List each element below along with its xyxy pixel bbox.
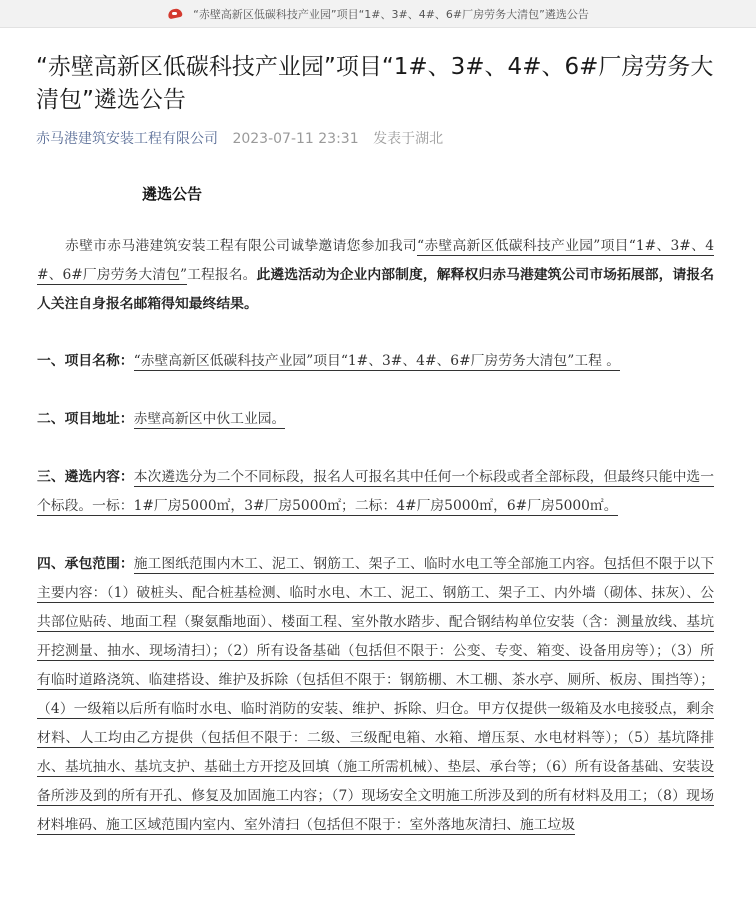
section-selection-content [37, 463, 714, 521]
intro-paragraph [37, 232, 714, 319]
section-contract-scope [37, 550, 714, 840]
publish-location: 发表于湖北 [373, 131, 444, 147]
section-text: 赤壁高新区中伙工业园。 [133, 411, 286, 427]
section-heading: 遴选公告 [142, 185, 203, 203]
tab-title[interactable]: “赤壁高新区低碳科技产业园”项目“1#、3#、4#、6#厂房劳务大清包”遴选公告 [193, 7, 589, 21]
intro-text-2: 工程报名。 [187, 267, 257, 283]
section-label: 一、项目名称： [37, 353, 134, 369]
browser-tab-bar [0, 0, 756, 28]
article-body [37, 180, 714, 840]
author-link[interactable]: 赤马港建筑安装工程有限公司 [36, 131, 218, 147]
project-name-underlined: “赤壁高新区低碳科技产业园”项目“1#、3#、4#、6#厂房劳务大清包” [37, 238, 714, 283]
publish-date: 2023-07-11 23:31 [232, 131, 359, 147]
article-meta [36, 128, 736, 148]
intro-notice-bold: 此遴选活动为企业内部制度，解释权归赤马港建筑公司市场拓展部，请报名人关注自身报名邮箱得知最终结果。 [37, 267, 715, 312]
article-title: “赤壁高新区低碳科技产业园”项目“1#、3#、4#、6#厂房劳务大清包”遴选公告 [36, 54, 714, 113]
section-text: 施工图纸范围内木工、泥工、钢筋工、架子工、临时水电工等全部施工内容。包括但不限于以下主要内容：（1）破桩头、配合桩基检测、临时水电、木工、泥工、钢筋工、架子工、内外墙（砌体、抹灰）、公共部位贴砖、地面工程（聚氨酯地面）、楼面工程、室外散水踏步、配合钢结构单位安装（含：测量放线、基坑开挖测量、抽水、现场清扫）；（2）所有设备基础（包括但不限于：公变、专变、箱变、设备用房等）；（3）所有临时道路浇筑、临建搭设、维护及拆除（包括但不限于：钢筋棚、木工棚、茶水亭、厕所、板房、围挡等）；（4）一级箱以后所有临时水电、临时消防的安装、维护、拆除、归仓。甲方仅提供一级箱及水电接驳点，剩余材料、人工均由乙方提供（包括但不限于：二级、三级配电箱、水箱、增压泵、水电材料等）；（5）基坑降排水、基坑抽水、基坑支护、基础土方开挖及回填（施工所需机械）、垫层、承台等；（6）所有设备基础、安装设备所涉及到的所有开孔、修复及加固施工内容；（7）现场安全文明施工所涉及到的所有材料及用工；（8）现场材料堆码、施工区域范围内室内、室外清扫（包括但不限于：室外落地灰清扫、施工垃圾 [37, 556, 714, 833]
section-project-address [37, 405, 714, 434]
intro-text: 赤壁市赤马港建筑安装工程有限公司诚挚邀请您参加我司 [65, 238, 417, 254]
app-logo-icon [167, 8, 183, 20]
section-label: 三、遴选内容： [37, 469, 134, 485]
section-text: 本次遴选分为二个不同标段，报名人可报名其中任何一个标段或者全部标段，但最终只能中选一个标段。一标：1#厂房5000㎡，3#厂房5000㎡；二标：4#厂房5000㎡，6#厂房5000㎡。 [37, 469, 714, 514]
section-label: 四、承包范围： [37, 556, 134, 572]
section-project-name [37, 347, 714, 376]
section-text: “赤壁高新区低碳科技产业园”项目“1#、3#、4#、6#厂房劳务大清包”工程 。 [133, 353, 621, 369]
section-label: 二、项目地址： [37, 411, 134, 427]
